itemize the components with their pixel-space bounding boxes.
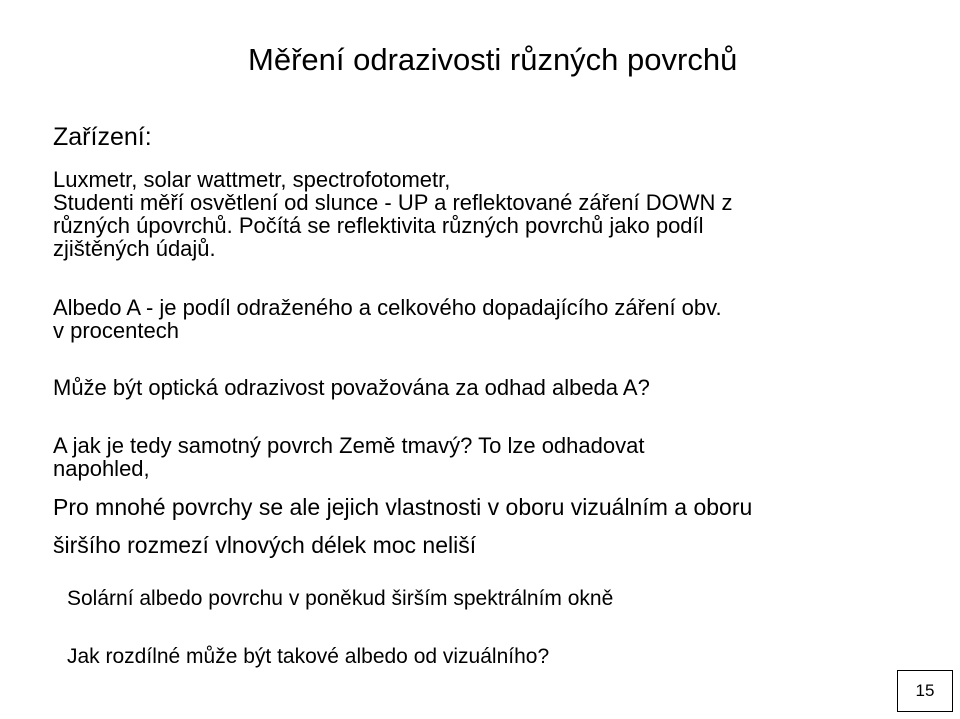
statement-paragraph	[53, 488, 752, 564]
devices-line-4: zjištěných údajů.	[53, 236, 216, 261]
devices-paragraph	[53, 168, 732, 260]
albedo-line-2: v procentech	[53, 318, 179, 343]
question-2-line-1: A jak je tedy samotný povrch Země tmavý? To lze odhadovat	[53, 433, 645, 458]
devices-line-2: Studenti měří osvětlení od slunce - UP a reflektované záření DOWN z	[53, 190, 733, 215]
question-2-line-2: napohled,	[53, 456, 150, 481]
page-number: 15	[897, 670, 953, 712]
albedo-paragraph	[53, 296, 722, 342]
devices-heading: Zařízení:	[53, 123, 152, 151]
devices-line-3: různých úpovrchů. Počítá se reflektivita různých povrchů jako podíl	[53, 213, 704, 238]
statement-line-2: širšího rozmezí vlnových délek moc neliší	[53, 532, 477, 558]
question-3: Jak rozdílné může být takové albedo od vizuálního?	[67, 645, 550, 668]
devices-line-1: Luxmetr, solar wattmetr, spectrofotometr,	[53, 167, 451, 192]
solar-albedo-text: Solární albedo povrchu v poněkud širším spektrálním okně	[67, 587, 614, 610]
question-2	[53, 434, 644, 480]
question-1: Může být optická odrazivost považována za odhad albeda A?	[53, 375, 650, 400]
slide-title: Měření odrazivosti různých povrchů	[248, 42, 738, 77]
albedo-line-1: Albedo A - je podíl odraženého a celkového dopadajícího záření obv.	[53, 295, 722, 320]
statement-line-1: Pro mnohé povrchy se ale jejich vlastnosti v oboru vizuálním a oboru	[53, 494, 753, 520]
